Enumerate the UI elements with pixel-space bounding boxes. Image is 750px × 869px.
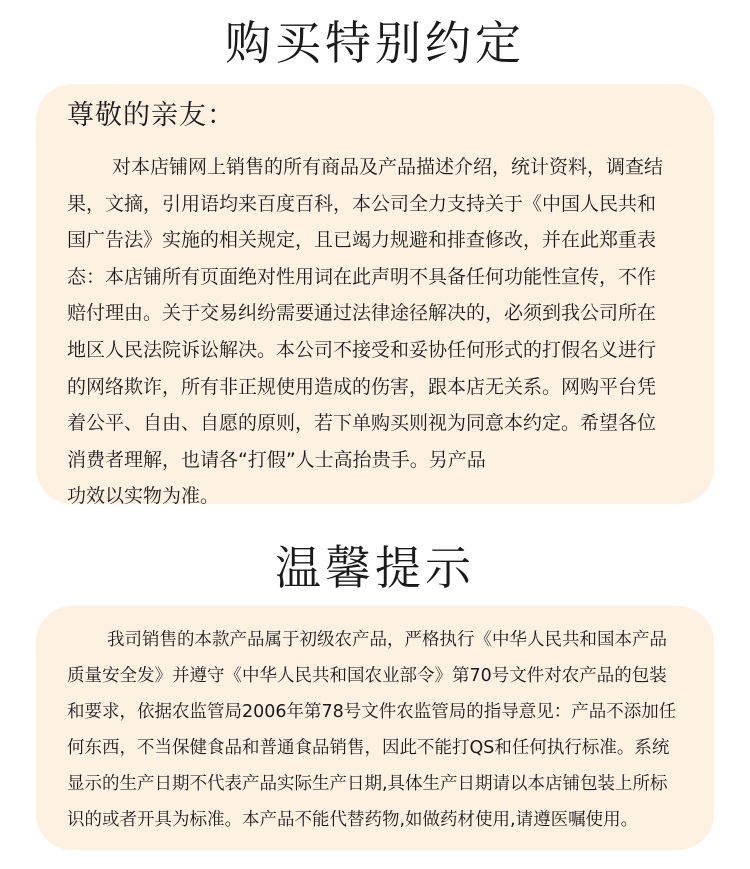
greeting: 尊敬的亲友： <box>67 100 235 131</box>
agreement-line: 消费者理解，也请各“打假”人士高抬贵手。另产品 <box>67 448 486 471</box>
notice-line: 我司销售的本款产品属于初级农产品，严格执行《中华人民共和国本产品 <box>107 630 667 650</box>
agreement-line: 国广告法》实施的相关规定，且已竭力规避和排查修改，并在此郑重表 <box>67 229 657 252</box>
notice-line: 和要求，依据农监管局2006年第78号文件农监管局的指导意见：产品不添加任 <box>67 702 677 722</box>
agreement-text <box>67 149 686 515</box>
notice-line: 质量安全发》并遵守《中华人民共和国农业部令》第70号文件对农产品的包装 <box>67 666 667 686</box>
agreement-line: 态：本店铺所有页面绝对性用词在此声明不具备任何功能性宣传，不作 <box>67 265 657 288</box>
notice-line: 显示的生产日期不代表产品实际生产日期,具体生产日期请以本店铺包装上所标 <box>67 774 668 794</box>
agreement-card <box>36 84 714 508</box>
notice-title: 温馨提示 <box>275 541 475 595</box>
agreement-line: 赔付理由。关于交易纠纷需要通过法律途径解决的，必须到我公司所在 <box>67 302 657 325</box>
notice-card <box>36 606 714 850</box>
agreement-title: 购买特别约定 <box>225 16 525 70</box>
agreement-line: 对本店铺网上销售的所有商品及产品描述介绍，统计资料，调查结 <box>112 156 664 178</box>
notice-line: 何东西，不当保健食品和普通食品销售，因此不能打QS和任何执行标准。系统 <box>67 738 670 758</box>
agreement-line: 的网络欺诈，所有非正规使用造成的伤害，跟本店无关系。网购平台凭 <box>67 375 657 398</box>
agreement-line: 功效以实物为准。 <box>67 485 220 508</box>
notice-line: 识的或者开具为标准。本产品不能代替药物,如做药材使用,请遵医嘱使用。 <box>67 810 639 830</box>
agreement-line: 果，文摘，引用语均来百度百科，本公司全力支持关于《中国人民共和 <box>67 192 657 215</box>
agreement-line: 地区人民法院诉讼解决。本公司不接受和妥协任何形式的打假名义进行 <box>67 338 657 361</box>
notice-text <box>67 622 686 838</box>
agreement-line: 着公平、自由、自愿的原则，若下单购买则视为同意本约定。希望各位 <box>67 412 657 435</box>
